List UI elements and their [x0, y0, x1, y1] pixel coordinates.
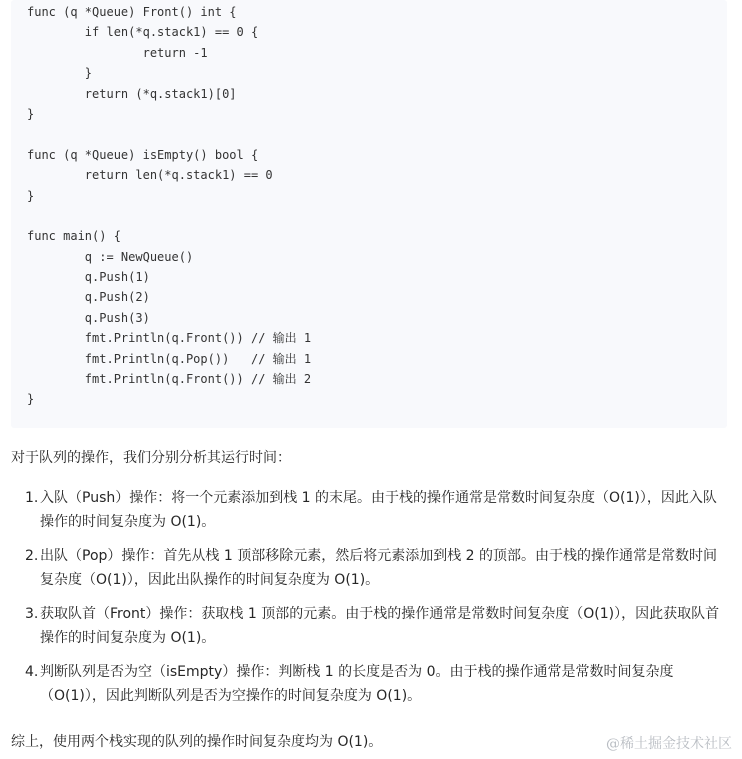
summary-paragraph: 综上，使用两个栈实现的队列的操作时间复杂度均为 O(1)。 [11, 734, 383, 750]
code-line: fmt.Println(q.Front()) // 输出 2 [27, 372, 312, 387]
code-line: } [27, 66, 93, 81]
code-line: fmt.Println(q.Pop()) // 输出 1 [27, 351, 312, 366]
list-item-text: 获取队首（Front）操作：获取栈 1 顶部的元素。由于栈的操作通常是常数时间复杂度（O(1)），因此获取队首操作的时间复杂度为 O(1)。 [40, 606, 720, 646]
code-line: } [27, 392, 35, 407]
code-line: return (*q.stack1)[0] [27, 86, 237, 101]
code-line: } [27, 188, 35, 203]
code-block[interactable] [11, 0, 727, 428]
intro-paragraph: 对于队列的操作，我们分别分析其运行时间： [11, 450, 291, 466]
watermark: @稀土掘金技术社区 [606, 736, 732, 752]
code-line: func main() { [27, 229, 121, 244]
list-item [25, 602, 728, 650]
list-item-text: 判断队列是否为空（isEmpty）操作：判断栈 1 的长度是否为 0。由于栈的操作通常是常数时间复杂度（O(1)），因此判断队列是否为空操作的时间复杂度为 O(1)。 [40, 664, 674, 704]
operations-list [25, 486, 728, 718]
list-item [25, 486, 728, 534]
code-line: func (q *Queue) Front() int { [27, 5, 237, 19]
list-item-text: 入队（Push）操作：将一个元素添加到栈 1 的末尾。由于栈的操作通常是常数时间复杂度（O(1)），因此入队操作的时间复杂度为 O(1)。 [40, 490, 717, 530]
code-content [11, 0, 727, 410]
code-line [27, 124, 727, 144]
code-line: } [27, 106, 35, 121]
code-line [27, 206, 727, 226]
list-number: 4. [25, 664, 39, 680]
code-line: fmt.Println(q.Front()) // 输出 1 [27, 331, 312, 346]
code-line: q := NewQueue() [27, 249, 194, 264]
code-line: q.Push(1) [27, 270, 150, 285]
code-line: if len(*q.stack1) == 0 { [27, 25, 259, 40]
list-number: 3. [25, 606, 39, 622]
list-item-text: 出队（Pop）操作：首先从栈 1 顶部移除元素，然后将元素添加到栈 2 的顶部。由于栈的操作通常是常数时间复杂度（O(1)），因此出队操作的时间复杂度为 O(1)。 [40, 548, 718, 588]
code-line: return -1 [27, 45, 208, 60]
list-item [25, 660, 728, 708]
list-item [25, 544, 728, 592]
code-line: return len(*q.stack1) == 0 [27, 168, 273, 183]
list-number: 1. [25, 490, 39, 506]
code-line: q.Push(2) [27, 290, 150, 305]
code-line: q.Push(3) [27, 310, 150, 325]
code-line: func (q *Queue) isEmpty() bool { [27, 147, 259, 162]
list-number: 2. [25, 548, 39, 564]
